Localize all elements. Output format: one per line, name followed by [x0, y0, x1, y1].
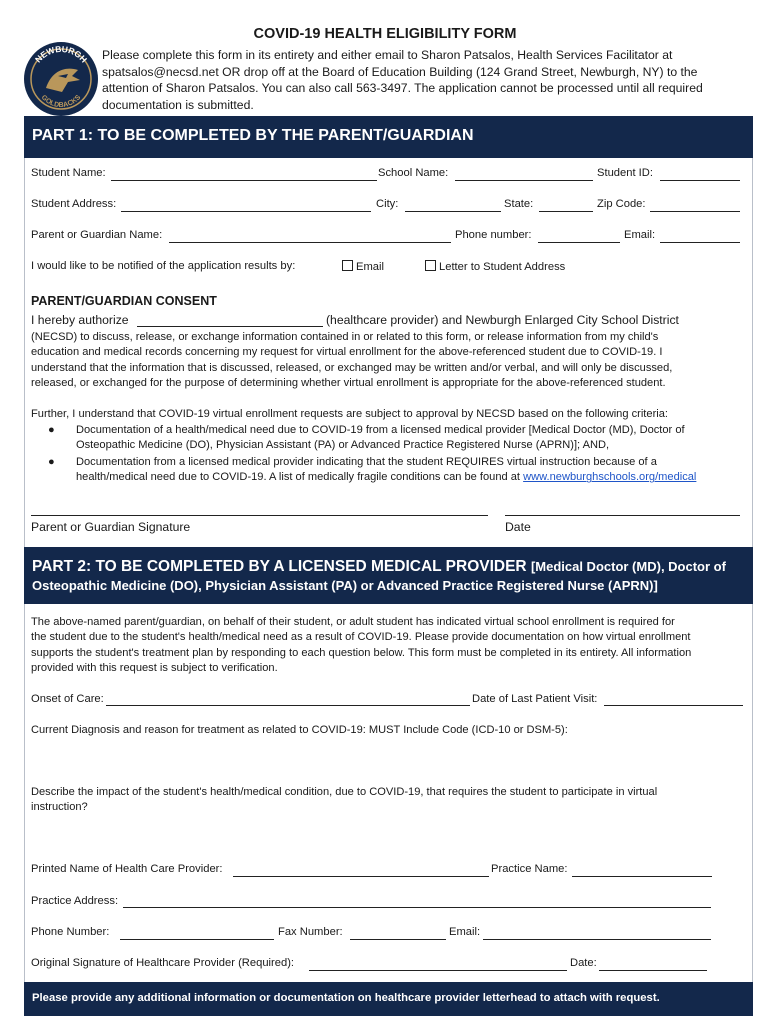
intro-line: spatsalos@necsd.net OR drop off at the Board of Education Building (124 Grand Street, Newburgh, NY) to the — [102, 64, 698, 79]
provider-phone-field[interactable] — [120, 939, 274, 940]
bullet-line: Documentation of a health/medical need due to COVID-19 from a licensed medical provider [Medical Doctor (MD), Doctor of — [76, 424, 685, 436]
diagnosis-label: Current Diagnosis and reason for treatment as related to COVID-19: MUST Include Code (ICD-10 or DSM-5): — [31, 724, 568, 736]
student-address-field[interactable] — [121, 211, 371, 212]
notify-letter-option[interactable] — [425, 260, 565, 273]
practice-name-label: Practice Name: — [491, 863, 568, 875]
state-label: State: — [504, 198, 534, 210]
onset-label: Onset of Care: — [31, 693, 104, 705]
medical-conditions-link[interactable]: www.newburghschools.org/medical — [523, 471, 697, 484]
provider-phone-label: Phone Number: — [31, 926, 110, 938]
part2-intro-line: provided with this request is subject to verification. — [31, 662, 278, 675]
guardian-signature-field[interactable] — [31, 515, 488, 516]
provider-date-label: Date: — [570, 957, 597, 969]
onset-field[interactable] — [106, 705, 470, 706]
bullet-line — [76, 470, 751, 485]
guardian-date-field[interactable] — [505, 515, 740, 516]
part2-heading: PART 2: TO BE COMPLETED BY A LICENSED MEDICAL PROVIDER — [32, 558, 527, 575]
consent-line: education and medical records concerning my request for virtual enrollment for the above-referenced student due to COVID-19. I — [31, 346, 663, 359]
fax-field[interactable] — [350, 939, 446, 940]
provider-name-label: Printed Name of Health Care Provider: — [31, 863, 223, 875]
provider-date-field[interactable] — [599, 970, 707, 971]
practice-name-field[interactable] — [572, 876, 712, 877]
impact-line: Describe the impact of the student's health/medical condition, due to COVID-19, that requires the student to participate in virtual — [31, 786, 658, 798]
bullet-marker: ● — [48, 456, 55, 468]
authorize-text: I hereby authorize — [31, 313, 129, 327]
letter-checkbox[interactable] — [425, 260, 436, 271]
last-visit-field[interactable] — [604, 705, 743, 706]
notify-label: I would like to be notified of the application results by: — [31, 260, 296, 272]
guardian-name-label: Parent or Guardian Name: — [31, 229, 163, 241]
healthcare-provider-field[interactable] — [137, 326, 323, 327]
student-name-field[interactable] — [111, 180, 377, 181]
criteria-intro: Further, I understand that COVID-19 virtual enrollment requests are subject to approval by NECSD based on the following criteria: — [31, 408, 668, 420]
bullet-marker: ● — [48, 424, 55, 436]
part2-intro-line: supports the student's treatment plan by responding to each question below. This form must be completed in its entirety. All information — [31, 646, 692, 659]
criteria-bullet-1 — [76, 423, 751, 454]
bullet-line-text: health/medical need due to COVID-19. A list of medically fragile conditions can be found at — [76, 471, 521, 484]
zip-field[interactable] — [650, 211, 740, 212]
intro-line: attention of Sharon Patsalos. You can also call 563-3497. The application cannot be processed until all required — [102, 81, 703, 95]
practice-address-field[interactable] — [123, 907, 711, 908]
footer-band — [24, 982, 753, 1016]
intro-text — [102, 47, 742, 113]
svg-text:GOLDBACKS: GOLDBACKS — [39, 93, 83, 110]
student-id-label: Student ID: — [597, 167, 653, 179]
email-label: Email: — [624, 229, 656, 241]
notify-email-option[interactable] — [342, 260, 384, 273]
part2-heading-band — [24, 547, 753, 604]
form-title: COVID-19 HEALTH ELIGIBILITY FORM — [253, 26, 517, 42]
footer-note: Please provide any additional information or documentation on healthcare provider letterhead to attach with request. — [32, 992, 660, 1004]
student-id-field[interactable] — [660, 180, 740, 181]
zip-label: Zip Code: — [597, 198, 646, 210]
svg-text:NEWBURGH: NEWBURGH — [33, 43, 89, 65]
consent-paragraph — [31, 330, 751, 392]
part2-heading-line2: Osteopathic Medicine (DO), Physician Assistant (PA) or Advanced Practice Registered Nurse (APRN)] — [32, 578, 658, 593]
student-name-label: Student Name: — [31, 167, 106, 179]
consent-line: released, or exchanged for the purpose of determining whether virtual enrollment is appropriate for the above-referenced student. — [31, 377, 666, 390]
criteria-bullet-2 — [76, 455, 751, 486]
guardian-signature-label: Parent or Guardian Signature — [31, 520, 191, 534]
provider-email-field[interactable] — [483, 939, 711, 940]
school-name-field[interactable] — [455, 180, 593, 181]
part2-heading-line1 — [32, 558, 726, 576]
email-checkbox[interactable] — [342, 260, 353, 271]
consent-line: (NECSD) to discuss, release, or exchange information contained in or related to this form, or release information from my child's — [31, 331, 659, 343]
part2-intro-line: the student due to the student's health/medical need as a result of COVID-19. Please provide documentation on how virtual enrollment — [31, 631, 691, 644]
bullet-line: Osteopathic Medicine (DO), Physician Assistant (PA) or Advanced Practice Registered Nurse (APRN)]; AND, — [76, 439, 610, 452]
provider-name-field[interactable] — [233, 876, 489, 877]
bullet-line: Documentation from a licensed medical provider indicating that the student REQUIRES virtual instruction because of a — [76, 456, 657, 468]
provider-signature-field[interactable] — [309, 970, 567, 971]
notify-letter-text: Letter to Student Address — [439, 261, 566, 273]
provider-signature-label: Original Signature of Healthcare Provider (Required): — [31, 957, 295, 969]
city-field[interactable] — [405, 211, 501, 212]
impact-line: instruction? — [31, 801, 88, 814]
school-name-label: School Name: — [378, 167, 449, 179]
phone-field[interactable] — [538, 242, 620, 243]
consent-heading: PARENT/GUARDIAN CONSENT — [31, 294, 217, 308]
part2-heading-sub: [Medical Doctor (MD), Doctor of — [530, 559, 726, 574]
email-field[interactable] — [660, 242, 740, 243]
impact-label — [31, 785, 751, 816]
state-field[interactable] — [539, 211, 593, 212]
guardian-date-label: Date — [505, 520, 531, 534]
part1-heading-band — [24, 116, 753, 158]
intro-line: documentation is submitted. — [102, 97, 254, 112]
city-label: City: — [376, 198, 399, 210]
practice-address-label: Practice Address: — [31, 895, 119, 907]
consent-line: understand that the information that is discussed, released, or exchanged may be written and/or verbal, and will only be discussed, — [31, 361, 673, 374]
intro-line: Please complete this form in its entirety and either email to Sharon Patsalos, Health Services Facilitator at — [102, 48, 673, 62]
newburgh-goldbacks-logo — [22, 40, 100, 118]
student-address-label: Student Address: — [31, 198, 117, 210]
part2-intro — [31, 615, 751, 677]
authorize-text-2: (healthcare provider) and Newburgh Enlarged City School District — [326, 313, 679, 327]
part2-intro-line: The above-named parent/guardian, on behalf of their student, or adult student has indicated virtual school enrollment is required for — [31, 616, 675, 628]
phone-label: Phone number: — [455, 229, 532, 241]
part1-heading: PART 1: TO BE COMPLETED BY THE PARENT/GUARDIAN — [32, 127, 474, 144]
last-visit-label: Date of Last Patient Visit: — [472, 693, 598, 705]
guardian-name-field[interactable] — [169, 242, 451, 243]
provider-email-label: Email: — [449, 926, 481, 938]
notify-email-text: Email — [356, 261, 384, 273]
fax-label: Fax Number: — [278, 926, 343, 938]
